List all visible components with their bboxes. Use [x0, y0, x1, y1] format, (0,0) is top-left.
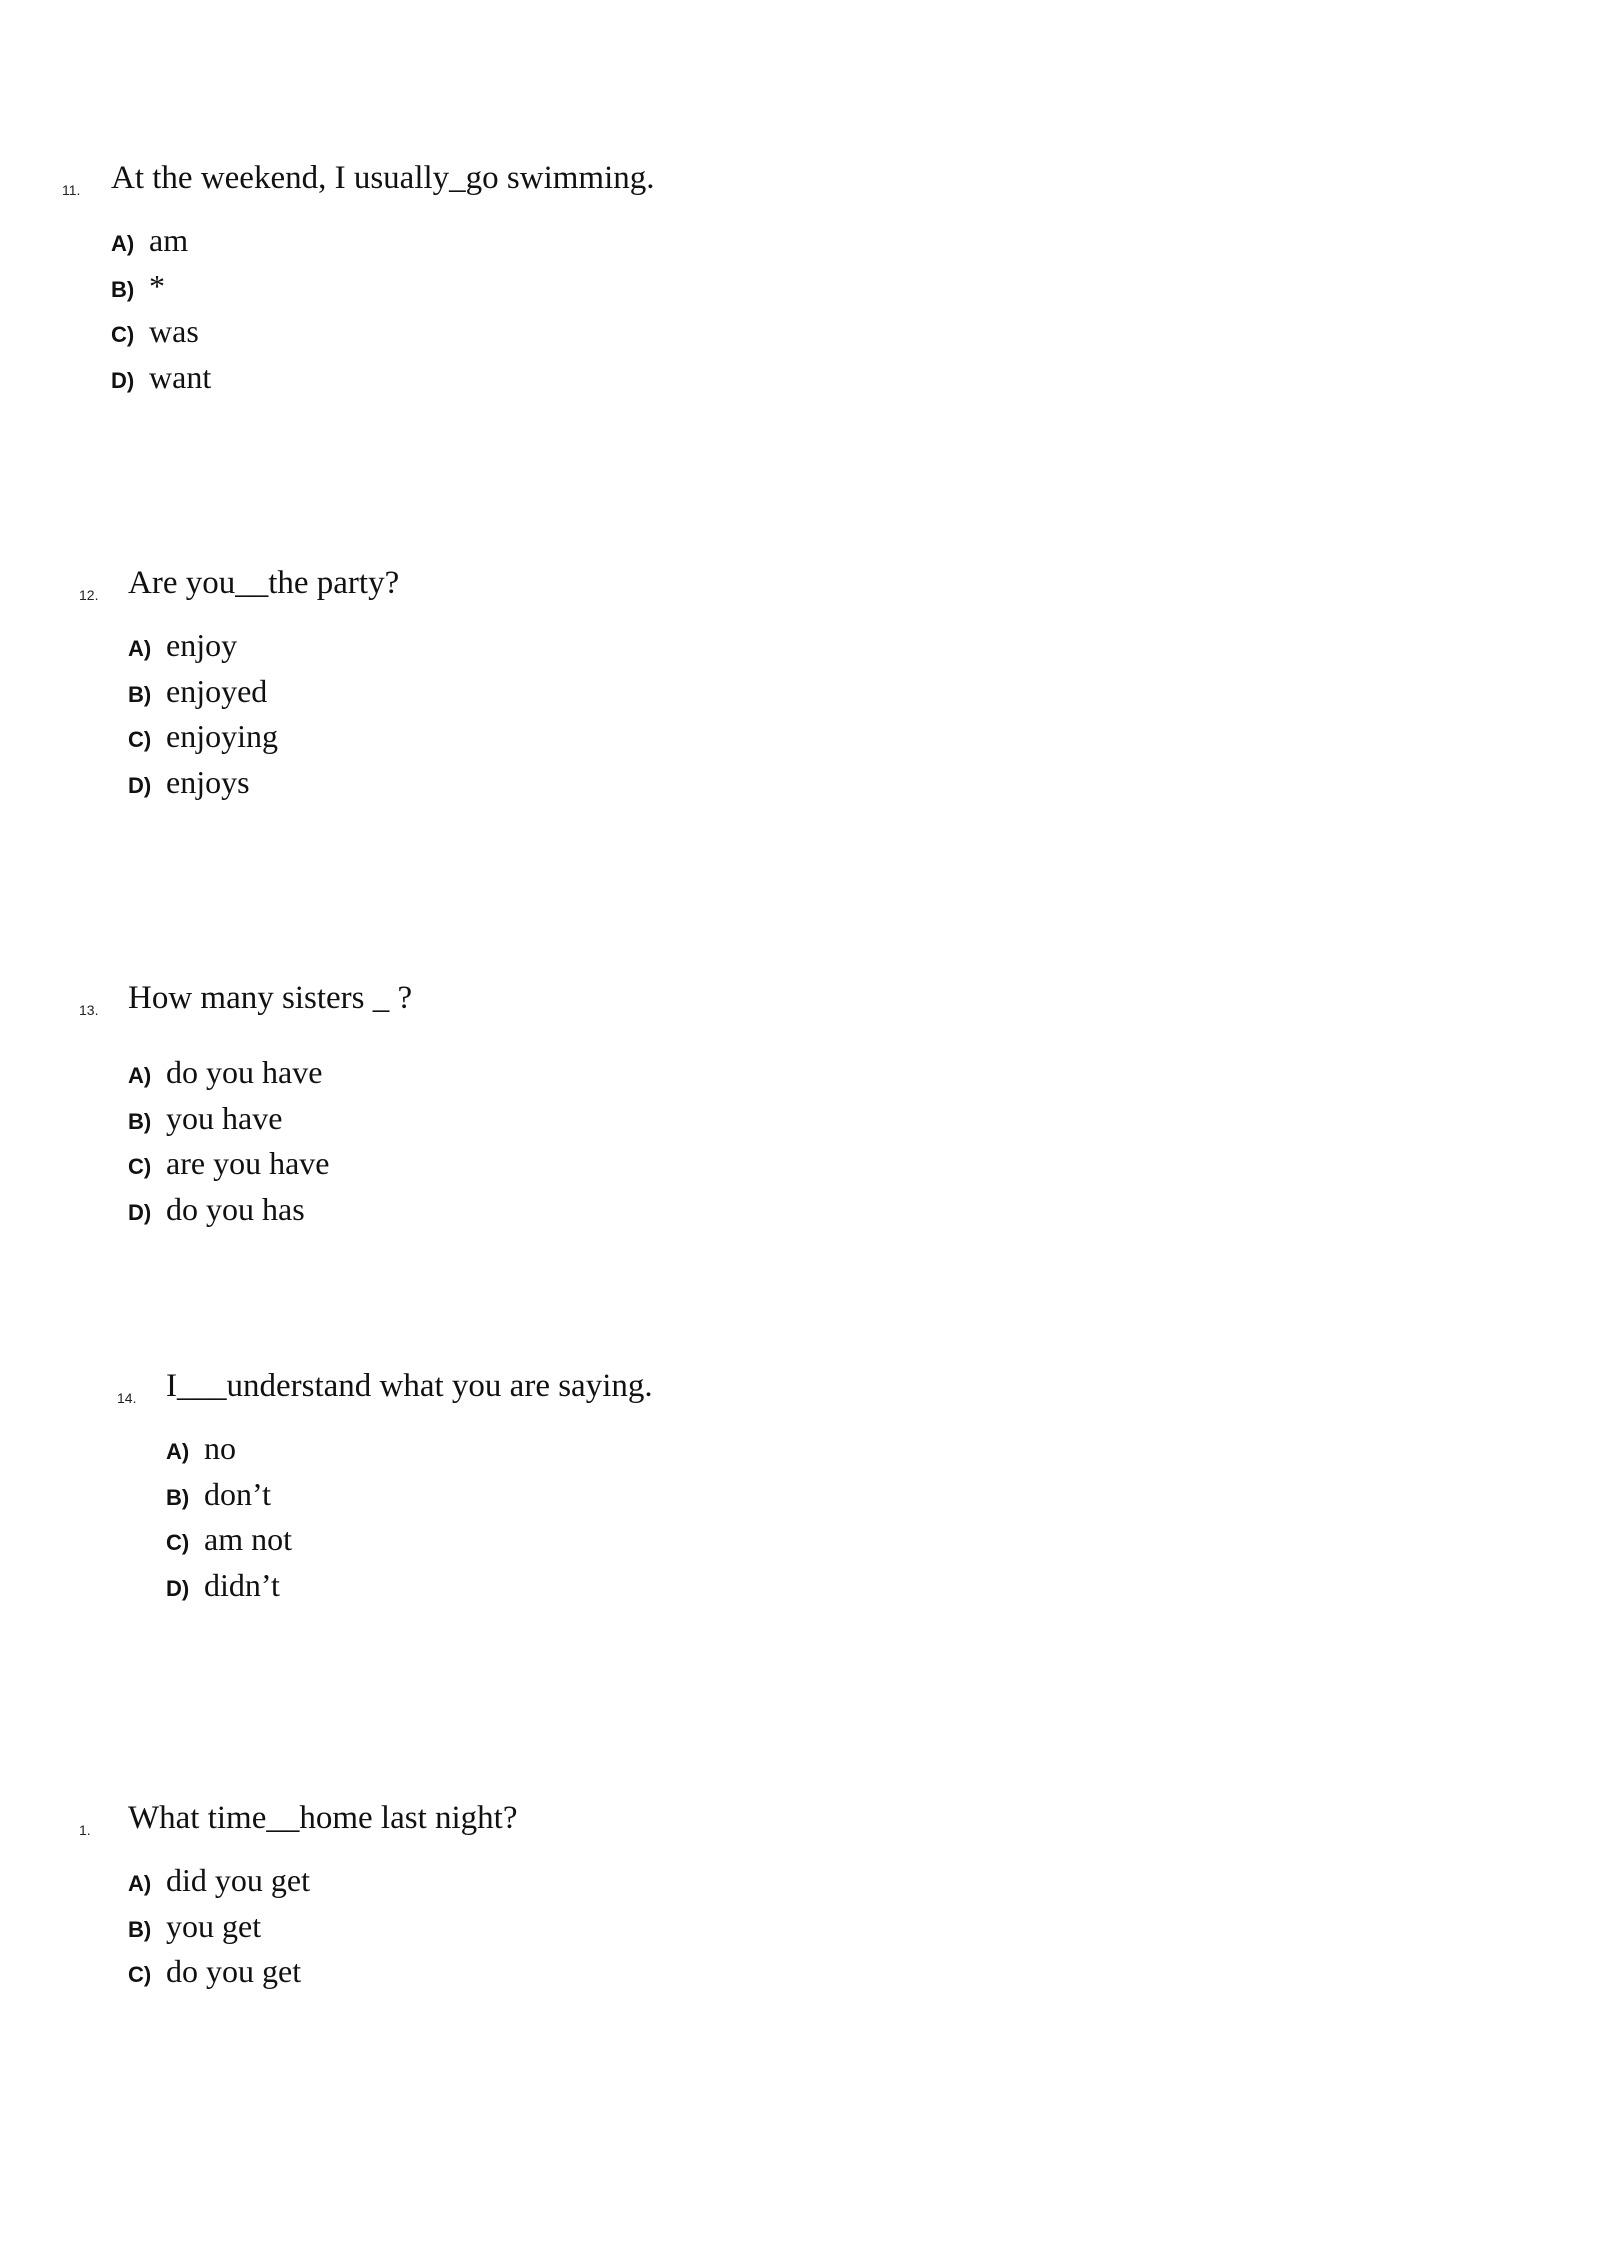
option-a[interactable]: [128, 1862, 310, 1908]
option-c[interactable]: [128, 1953, 310, 1999]
option-text: didn’t: [204, 1566, 280, 1603]
question-number: 1.: [79, 1822, 91, 1838]
option-text: do you get: [166, 1953, 302, 1989]
option-d[interactable]: [128, 1191, 329, 1237]
option-text: don’t: [204, 1475, 271, 1512]
option-b[interactable]: [128, 673, 278, 719]
option-b[interactable]: [128, 1100, 329, 1146]
option-list: [128, 1054, 329, 1236]
question-number: 12.: [79, 587, 99, 603]
question-number: 11.: [62, 182, 81, 198]
option-text: enjoying: [166, 718, 278, 754]
option-a[interactable]: [111, 222, 211, 268]
option-letter: C): [128, 1962, 152, 1987]
option-c[interactable]: [111, 313, 211, 359]
question-text: Are you__the party?: [128, 565, 400, 601]
option-c[interactable]: [128, 1145, 329, 1191]
option-text: am not: [204, 1521, 292, 1557]
option-a[interactable]: [128, 1054, 329, 1100]
option-letter: B): [128, 681, 152, 707]
option-text: did you get: [166, 1862, 310, 1898]
option-letter: B): [128, 1108, 152, 1134]
option-text: enjoyed: [166, 672, 268, 709]
option-text: do you have: [166, 1054, 323, 1090]
option-letter: D): [111, 367, 135, 393]
option-letter: A): [128, 1871, 152, 1896]
option-list: [111, 222, 211, 404]
option-d[interactable]: [166, 1567, 292, 1613]
option-d[interactable]: [111, 359, 211, 405]
option-letter: D): [128, 772, 152, 798]
option-list: [128, 627, 278, 809]
question-text: I___understand what you are saying.: [166, 1368, 653, 1404]
option-letter: A): [166, 1439, 190, 1464]
option-list: [166, 1430, 292, 1612]
option-letter: A): [128, 1063, 152, 1088]
option-letter: D): [128, 1199, 152, 1225]
question-number: 13.: [79, 1002, 99, 1018]
option-text: you have: [166, 1099, 283, 1136]
option-text: was: [149, 313, 199, 349]
option-d[interactable]: [128, 764, 278, 810]
option-text: enjoys: [166, 763, 250, 800]
question-text: What time__home last night?: [128, 1800, 518, 1836]
option-letter: B): [128, 1916, 152, 1942]
option-letter: C): [111, 322, 135, 347]
question-text: How many sisters _ ?: [128, 980, 413, 1016]
option-letter: A): [128, 636, 152, 661]
option-letter: A): [111, 231, 135, 256]
option-b[interactable]: [128, 1908, 310, 1954]
option-letter: D): [166, 1575, 190, 1601]
option-text: no: [204, 1430, 236, 1466]
option-letter: C): [128, 727, 152, 752]
question-number: 14.: [117, 1390, 137, 1406]
option-b[interactable]: [166, 1476, 292, 1522]
option-c[interactable]: [128, 718, 278, 764]
option-c[interactable]: [166, 1521, 292, 1567]
option-b[interactable]: [111, 268, 211, 314]
option-text: you get: [166, 1907, 262, 1944]
option-text: *: [149, 267, 165, 304]
option-letter: C): [166, 1530, 190, 1555]
option-letter: B): [166, 1484, 190, 1510]
option-a[interactable]: [128, 627, 278, 673]
option-text: do you has: [166, 1190, 305, 1227]
question-text: At the weekend, I usually_go swimming.: [111, 160, 655, 196]
option-letter: C): [128, 1154, 152, 1179]
option-list: [128, 1862, 310, 1999]
option-text: want: [149, 358, 212, 395]
option-a[interactable]: [166, 1430, 292, 1476]
option-letter: B): [111, 276, 135, 302]
option-text: am: [149, 222, 189, 258]
option-text: are you have: [166, 1145, 330, 1181]
option-text: enjoy: [166, 627, 238, 663]
